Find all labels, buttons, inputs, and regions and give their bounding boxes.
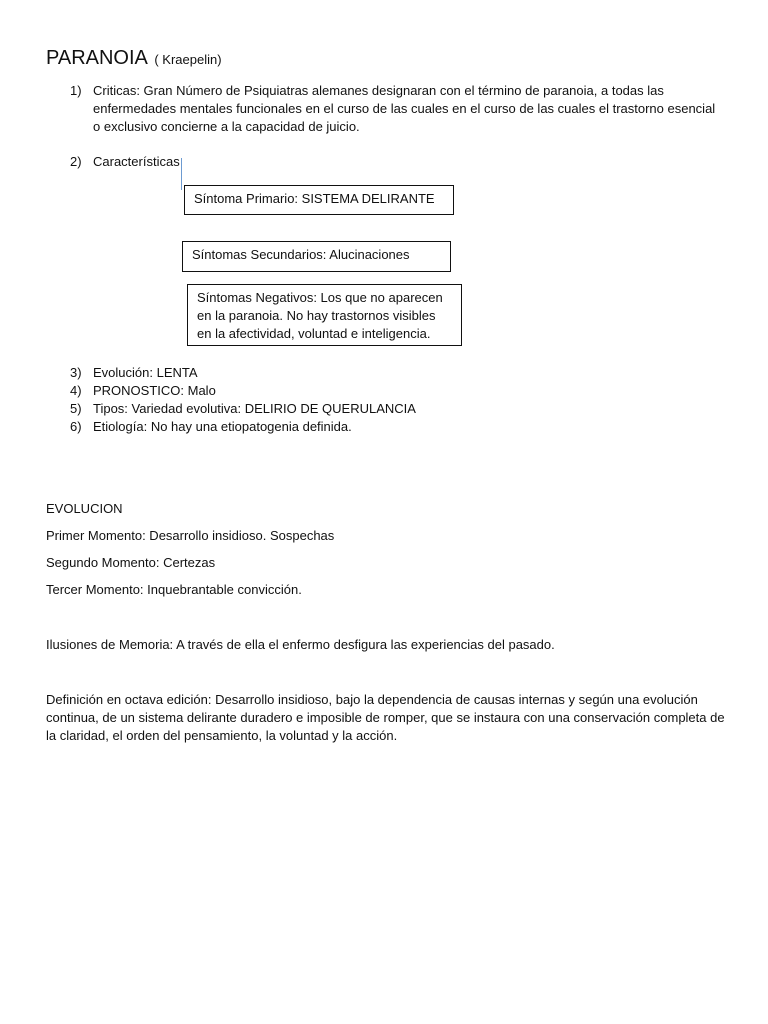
list-number: 3) xyxy=(70,365,82,380)
evolucion-heading: EVOLUCION xyxy=(46,501,123,516)
list-number: 4) xyxy=(70,383,82,398)
secondary-symptom-box xyxy=(182,241,451,272)
list-number: 6) xyxy=(70,419,82,434)
list-item: Evolución: LENTA xyxy=(93,365,198,380)
primary-symptom-box xyxy=(184,185,454,215)
text-cursor-line xyxy=(181,158,182,190)
list-number: 2) xyxy=(70,154,82,169)
negative-symptom-box xyxy=(187,284,462,346)
evolution-line: Tercer Momento: Inquebrantable convicción. xyxy=(46,582,302,597)
box-text: Síntomas Negativos: Los que no aparecen en la paranoia. No hay trastornos visibles en la afectividad, voluntad e inteligencia. xyxy=(197,290,443,341)
list-item: Tipos: Variedad evolutiva: DELIRIO DE QUERULANCIA xyxy=(93,401,416,416)
page-title-note: ( Kraepelin) xyxy=(154,52,222,67)
ilusiones-paragraph: Ilusiones de Memoria: A través de ella el enfermo desfigura las experiencias del pasado. xyxy=(46,637,555,652)
criticas-paragraph: Criticas: Gran Número de Psiquiatras alemanes designaran con el término de paranoia, a todas las enfermedades mentales funcionales en el curso de las cuales en el curso de las cuales el trastorno esencial o exclusivo concierne a la capacidad de juicio. xyxy=(93,83,716,134)
caracteristicas-label: Características xyxy=(93,154,180,169)
evolution-line: Primer Momento: Desarrollo insidioso. Sospechas xyxy=(46,528,335,543)
evolution-line: Segundo Momento: Certezas xyxy=(46,555,216,570)
box-text: Síntoma Primario: SISTEMA DELIRANTE xyxy=(194,191,435,206)
list-item: Etiología: No hay una etiopatogenia definida. xyxy=(93,419,352,434)
definicion-paragraph: Definición en octava edición: Desarrollo insidioso, bajo la dependencia de causas internas y según una evolución continua, de un sistema delirante duradero e imposible de romper, que se instaura con una conservación completa de la claridad, el orden del pensamiento, la voluntad y la acción. xyxy=(46,692,725,743)
list-item: PRONOSTICO: Malo xyxy=(93,383,216,398)
page-title xyxy=(46,45,222,73)
list-number: 1) xyxy=(70,83,82,98)
list-number: 5) xyxy=(70,401,82,416)
page-title-text: PARANOIA xyxy=(46,47,147,69)
box-text: Síntomas Secundarios: Alucinaciones xyxy=(192,247,410,262)
